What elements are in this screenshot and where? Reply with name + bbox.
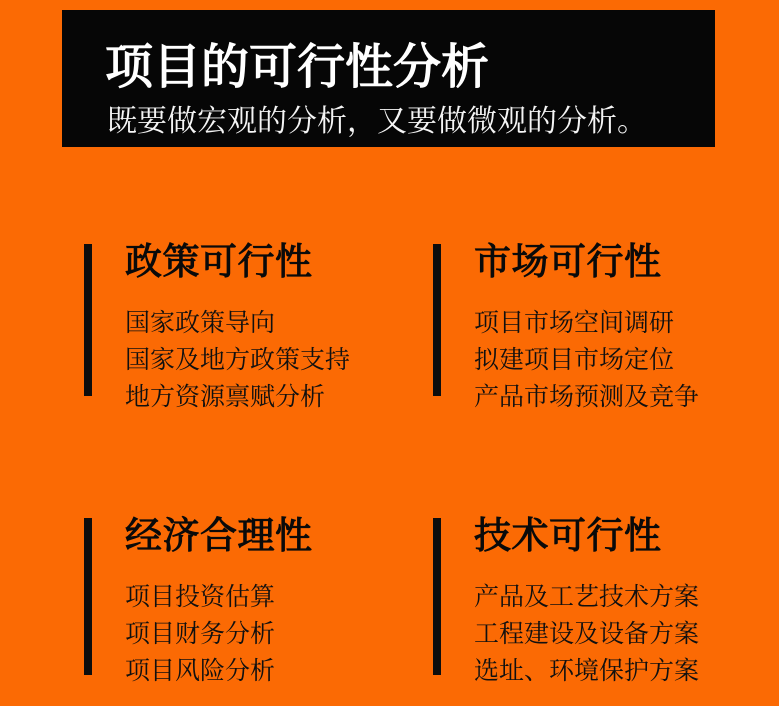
section-content — [125, 516, 313, 690]
section-card-economic — [84, 516, 313, 690]
section-title-market: 市场可行性 — [474, 241, 662, 282]
list-item: 项目风险分析 — [125, 657, 276, 685]
section-card-technical — [433, 516, 699, 690]
header-panel — [62, 10, 715, 147]
section-accent-bar — [433, 518, 441, 675]
list-item: 选址、环境保护方案 — [474, 657, 700, 685]
section-accent-bar — [433, 244, 441, 396]
section-accent-bar — [84, 244, 92, 396]
list-item: 产品市场预测及竞争 — [474, 383, 700, 411]
section-card-policy — [84, 242, 350, 416]
section-content — [125, 242, 350, 416]
list-item: 项目财务分析 — [125, 620, 276, 648]
list-item: 项目投资估算 — [125, 583, 276, 611]
section-content — [474, 516, 699, 690]
page-title: 项目的可行性分析 — [105, 41, 490, 94]
section-accent-bar — [84, 518, 92, 675]
section-title-policy: 政策可行性 — [125, 241, 313, 282]
list-item: 国家政策导向 — [125, 309, 276, 337]
section-item-list — [125, 305, 350, 416]
list-item: 产品及工艺技术方案 — [474, 583, 700, 611]
section-item-list — [474, 579, 699, 690]
section-item-list — [125, 579, 313, 690]
list-item: 地方资源禀赋分析 — [125, 383, 326, 411]
list-item: 项目市场空间调研 — [474, 309, 675, 337]
section-item-list — [474, 305, 699, 416]
section-content — [474, 242, 699, 416]
list-item: 工程建设及设备方案 — [474, 620, 700, 648]
list-item: 国家及地方政策支持 — [125, 346, 351, 374]
section-card-market — [433, 242, 699, 416]
section-title-economic: 经济合理性 — [125, 515, 313, 556]
list-item: 拟建项目市场定位 — [474, 346, 675, 374]
section-title-technical: 技术可行性 — [474, 515, 662, 556]
page-subtitle: 既要做宏观的分析，又要做微观的分析。 — [107, 105, 647, 138]
